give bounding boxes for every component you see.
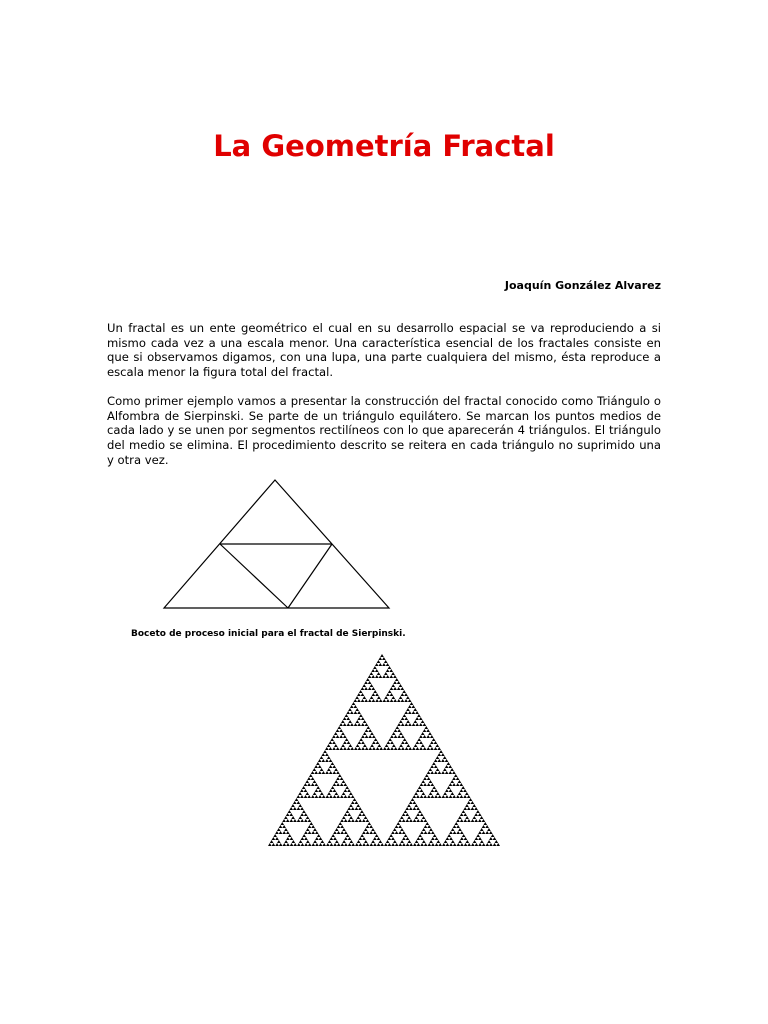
author-name: Joaquín González Alvarez (504, 279, 661, 292)
midpoint-line-left (220, 544, 288, 608)
page-title: La Geometría Fractal (213, 129, 555, 163)
paragraph-intro: Un fractal es un ente geométrico el cual en su desarrollo espacial se va reproduciendo a si mismo cada vez a una escala menor. Una característica esencial de los fractales consiste en que si observamos digamos, con una lupa, una parte cualquiera del mismo, ésta reproduce a escala menor la figura total del fractal. (107, 321, 661, 380)
figure-caption: Boceto de proceso inicial para el fractal de Sierpinski. (131, 629, 406, 639)
sierpinski-fractal-figure (266, 652, 502, 848)
midpoint-line-right (288, 544, 332, 608)
sierpinski-sketch-figure (160, 477, 392, 611)
paragraph-sierpinski: Como primer ejemplo vamos a presentar la construcción del fractal conocido como Triángulo o Alfombra de Sierpinski. Se parte de un triángulo equilátero. Se marcan los puntos medios de cada lado y se unen por segmentos rectilíneos con lo que aparecerán 4 triángulos. El triángulo del medio se elimina. El procedimiento descrito se reitera en cada triángulo no suprimido una y otra vez. (107, 394, 661, 467)
